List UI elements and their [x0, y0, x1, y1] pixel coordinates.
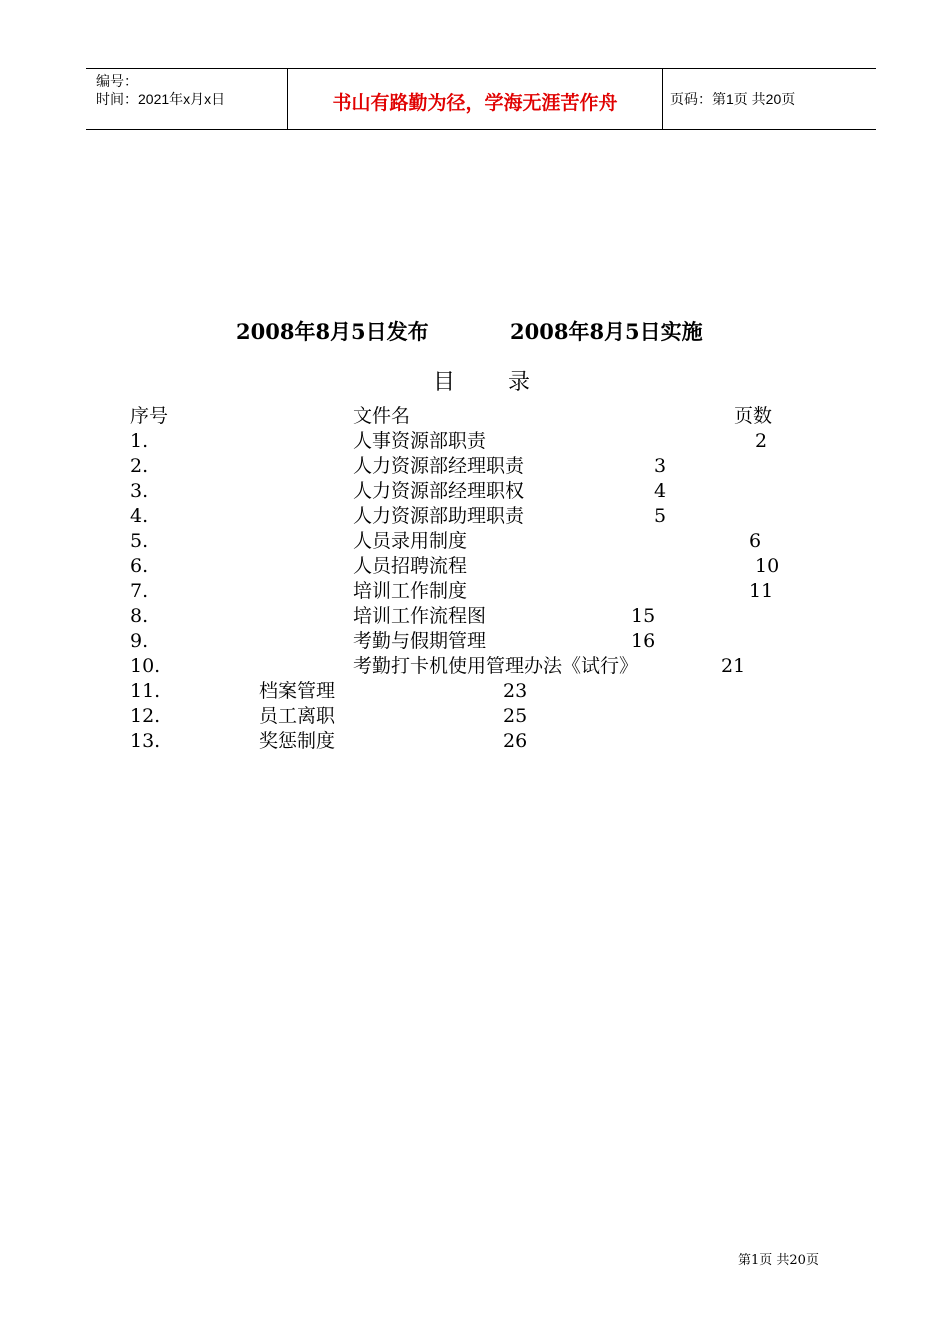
- page-footer: 第1页 共20页: [738, 1253, 819, 1268]
- toc-row-seq: 5.: [130, 530, 149, 552]
- toc-title-left: 目: [433, 370, 456, 395]
- col-header-pages: 页数: [734, 405, 773, 427]
- toc-row-name: 人员招聘流程: [353, 555, 468, 577]
- page-header: [86, 68, 876, 130]
- toc-row-name: 人力资源部经理职权: [353, 480, 525, 502]
- toc-row-name: 奖惩制度: [259, 730, 336, 752]
- toc-row-seq: 3.: [130, 480, 149, 502]
- toc-row-page: 16: [631, 630, 656, 652]
- toc-row-page: 2: [755, 430, 768, 452]
- number-label: 编号：: [96, 73, 138, 89]
- toc-row-seq: 4.: [130, 505, 149, 527]
- toc-row-page: 10: [755, 555, 780, 577]
- publish-date: 2008年8月5日发布: [236, 319, 429, 344]
- toc-row-name: 培训工作制度: [353, 580, 468, 602]
- toc-row-page: 25: [503, 705, 528, 727]
- toc-row-name: 人力资源部经理职责: [353, 455, 525, 477]
- toc-row-page: 15: [631, 605, 656, 627]
- toc-row-seq: 1.: [130, 430, 149, 452]
- col-header-name: 文件名: [353, 405, 411, 427]
- toc-row-page: 23: [503, 680, 528, 702]
- motto-text: 书山有路勤为径，学海无涯苦作舟: [332, 92, 618, 114]
- implement-date: 2008年8月5日实施: [510, 319, 703, 344]
- toc-row-name: 档案管理: [259, 680, 336, 702]
- toc-row-seq: 8.: [130, 605, 149, 627]
- toc-row-name: 人事资源部职责: [353, 430, 487, 452]
- toc-row-name: 员工离职: [259, 705, 336, 727]
- toc-row-seq: 11.: [130, 680, 161, 702]
- toc-row-seq: 13.: [130, 730, 161, 752]
- toc-row-page: 21: [721, 655, 746, 677]
- toc-row-name: 培训工作流程图: [353, 605, 487, 627]
- time-label: 时间：2021年x月x日: [96, 91, 226, 107]
- toc-row-page: 3: [654, 455, 667, 477]
- toc-row-page: 26: [503, 730, 528, 752]
- toc-row-page: 4: [654, 480, 667, 502]
- toc-row-seq: 6.: [130, 555, 149, 577]
- toc-row-seq: 12.: [130, 705, 161, 727]
- toc-title-right: 录: [508, 370, 531, 395]
- page-code: 页码：第1页 共20页: [670, 91, 796, 107]
- header-motto-cell: [287, 69, 663, 129]
- col-header-seq: 序号: [130, 405, 169, 427]
- toc-row-name: 人力资源部助理职责: [353, 505, 525, 527]
- toc-row-name: 考勤与假期管理: [353, 630, 487, 652]
- toc-row-seq: 9.: [130, 630, 149, 652]
- toc-row-seq: 10.: [130, 655, 161, 677]
- toc-row-seq: 7.: [130, 580, 149, 602]
- header-page-cell: [662, 69, 876, 129]
- toc-row-page: 11: [749, 580, 774, 602]
- toc-row-page: 5: [654, 505, 667, 527]
- toc-row-page: 6: [749, 530, 762, 552]
- header-info-cell: [86, 69, 287, 129]
- toc-row-seq: 2.: [130, 455, 149, 477]
- toc-row-name: 考勤打卡机使用管理办法《试行》: [353, 655, 639, 677]
- toc-row-name: 人员录用制度: [353, 530, 468, 552]
